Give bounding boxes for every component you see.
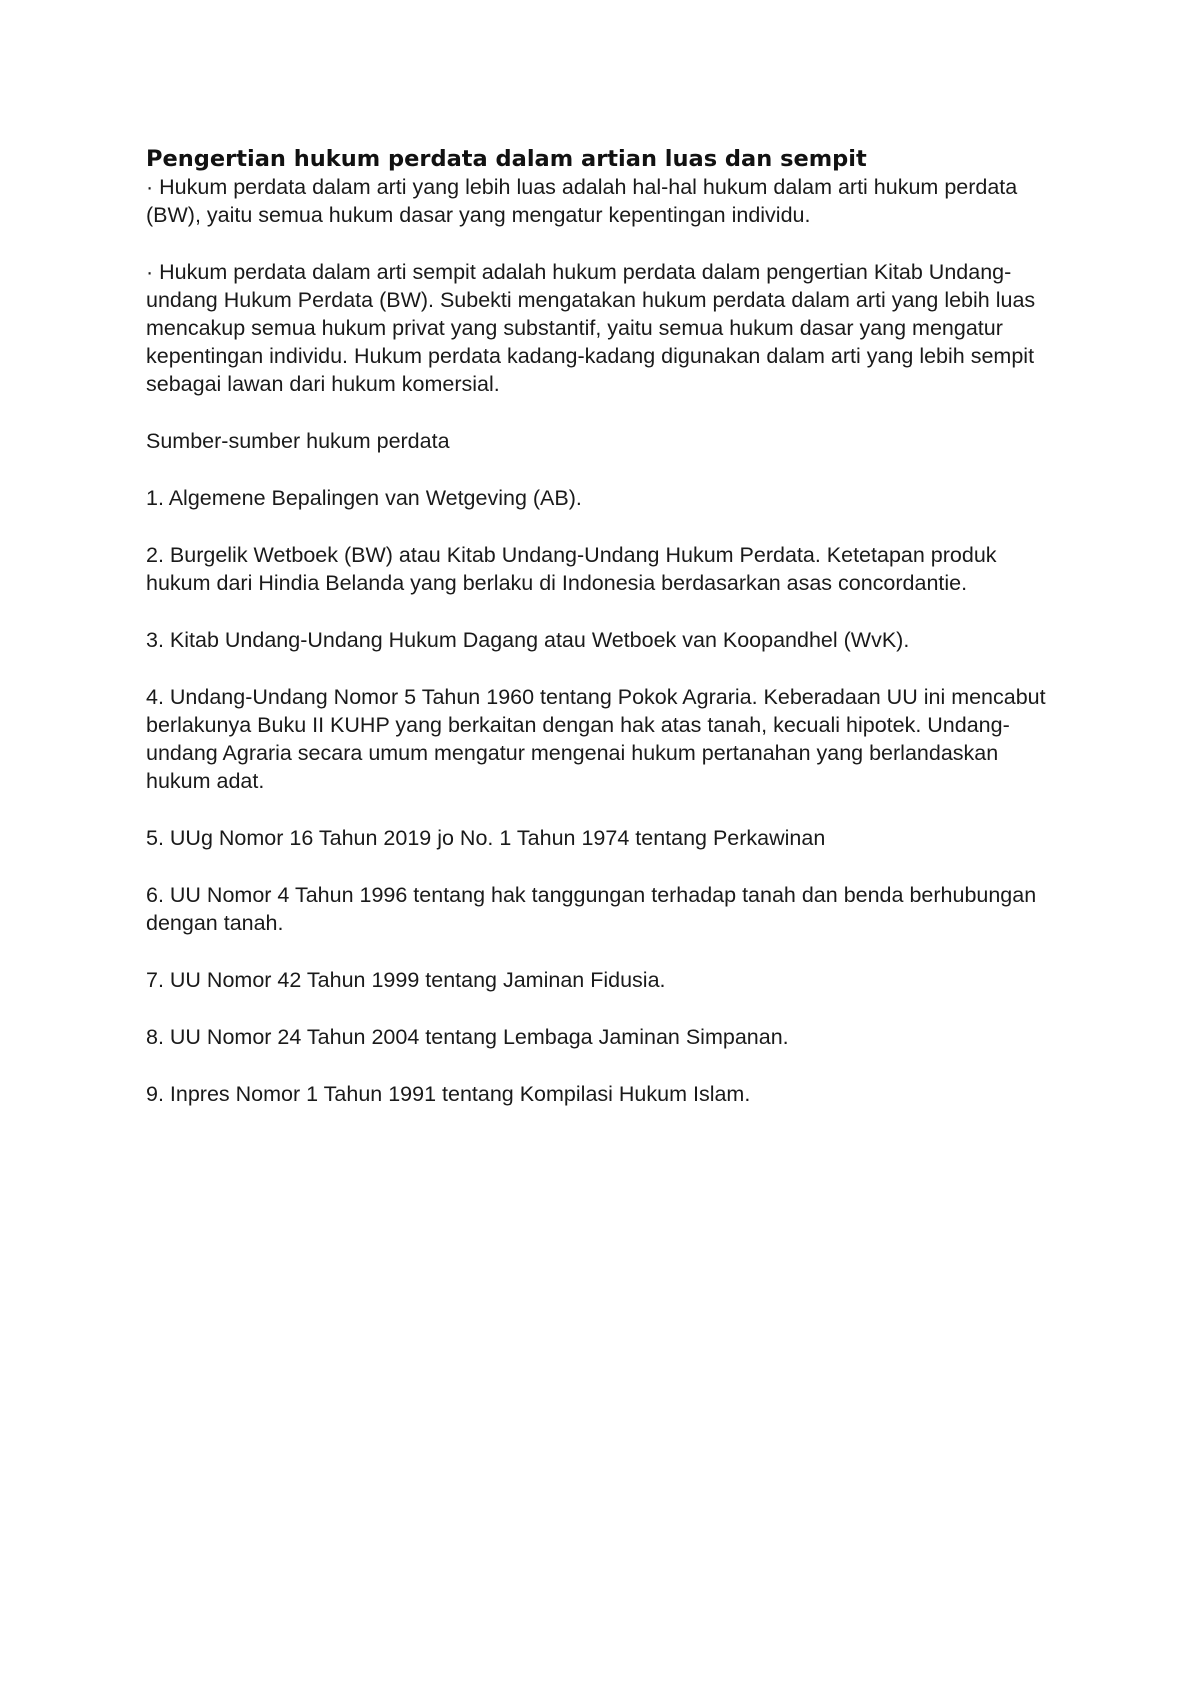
list-item: 9. Inpres Nomor 1 Tahun 1991 tentang Kompilasi Hukum Islam. — [146, 1082, 751, 1106]
list-item: 6. UU Nomor 4 Tahun 1996 tentang hak tanggungan terhadap tanah dan benda berhubungan dengan tanah. — [146, 883, 1037, 935]
paragraph-narrow-definition: · Hukum perdata dalam arti sempit adalah hukum perdata dalam pengertian Kitab Undang-undang Hukum Perdata (BW). Subekti mengatakan hukum perdata dalam arti yang lebih luas mencakup semua hukum privat yang substantif, yaitu semua hukum dasar yang mengatur kepentingan individu. Hukum perdata kadang-kadang digunakan dalam arti yang lebih sempit sebagai lawan dari hukum komersial. — [146, 260, 1036, 396]
document-body — [146, 145, 1066, 1137]
paragraph-broad-definition: · Hukum perdata dalam arti yang lebih luas adalah hal-hal hukum dalam arti hukum perdata (BW), yaitu semua hukum dasar yang mengatur kepentingan individu. — [146, 175, 1018, 227]
list-item: 8. UU Nomor 24 Tahun 2004 tentang Lembaga Jaminan Simpanan. — [146, 1025, 789, 1049]
list-item: 4. Undang-Undang Nomor 5 Tahun 1960 tentang Pokok Agraria. Keberadaan UU ini mencabut berlakunya Buku II KUHP yang berkaitan dengan hak atas tanah, kecuali hipotek. Undang-undang Agraria secara umum mengatur mengenai hukum pertanahan yang berlandaskan hukum adat. — [146, 685, 1046, 793]
sources-list — [146, 484, 1066, 1108]
list-item: 2. Burgelik Wetboek (BW) atau Kitab Undang-Undang Hukum Perdata. Ketetapan produk hukum dari Hindia Belanda yang berlaku di Indonesia berdasarkan asas concordantie. — [146, 543, 997, 595]
list-item: 1. Algemene Bepalingen van Wetgeving (AB). — [146, 486, 582, 510]
sources-heading: Sumber-sumber hukum perdata — [146, 429, 450, 453]
list-item: 7. UU Nomor 42 Tahun 1999 tentang Jaminan Fidusia. — [146, 968, 666, 992]
list-item: 5. UUg Nomor 16 Tahun 2019 jo No. 1 Tahun 1974 tentang Perkawinan — [146, 826, 826, 850]
list-item: 3. Kitab Undang-Undang Hukum Dagang atau Wetboek van Koopandhel (WvK). — [146, 628, 910, 652]
document-title: Pengertian hukum perdata dalam artian luas dan sempit — [146, 146, 867, 172]
